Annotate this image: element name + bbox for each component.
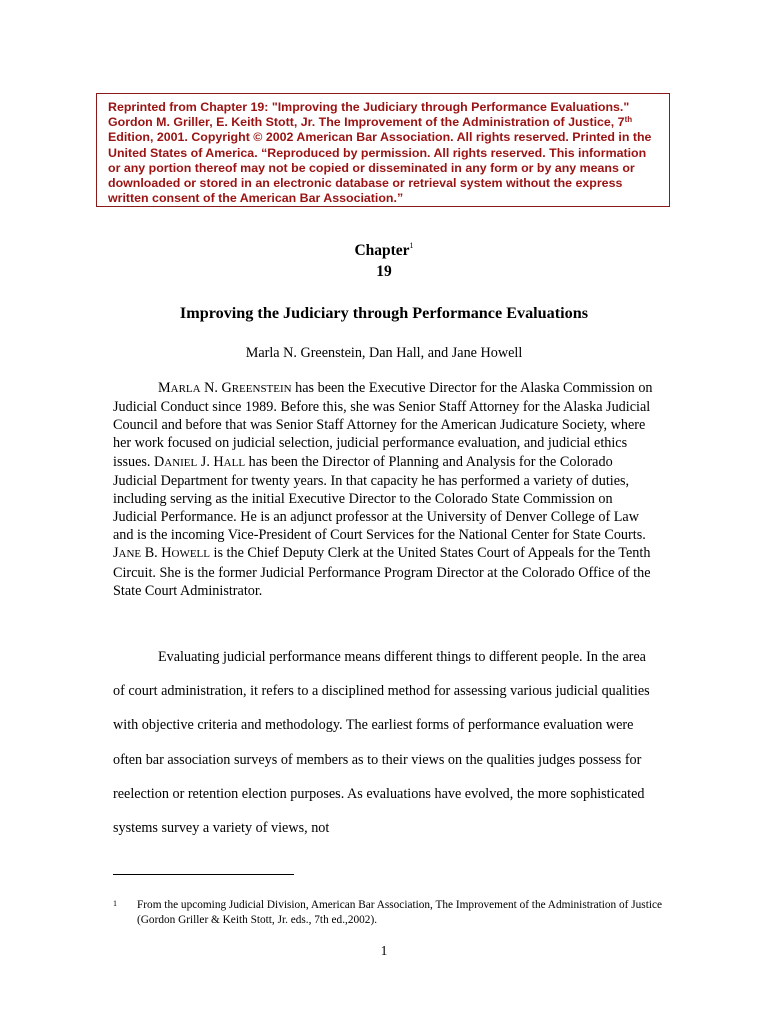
bio-paragraph — [113, 379, 657, 600]
author-name-initial: D — [154, 453, 165, 470]
chapter-footnote-ref[interactable]: 1 — [409, 241, 414, 250]
footnote-mark: 1 — [113, 899, 117, 908]
body-paragraph: Evaluating judicial performance means different things to different people. In the area of court administration, it refers to a disciplined method for assessing various judicial qualities with objective criteria and methodology. The earliest forms of performance evaluation were often bar association surveys of members as to their views on the qualities judges possess for reelection or retention election purposes. As evaluations have evolved, the more sophisticated systems survey a variety of views, not — [113, 649, 650, 837]
footnote — [113, 898, 673, 929]
author-name-initial: J. H — [197, 453, 224, 470]
notice-text-part1: Reprinted from Chapter 19: "Improving the Judiciary through Performance Evaluations." Gordon M. Griller, E. Keith Stott, Jr. The Improvement of the Administration of Justice, 7 — [108, 100, 630, 130]
author-name-smallcaps: REENSTEIN — [231, 383, 292, 395]
chapter-number: 19 — [376, 263, 392, 280]
author-bio — [113, 379, 657, 600]
chapter-label: Chapter — [354, 242, 410, 259]
author-name-initial: B. H — [141, 545, 172, 562]
author-name-smallcaps: ANIEL — [164, 456, 198, 469]
notice-text-part2: Edition, 2001. Copyright © 2002 American Bar Association. All rights reserved. Printed in the United States of America. “Reproduced by permission. All rights reserved. This information or any portion thereof may not be copied or disseminated in any form or by any means or downloaded or stored in an electronic database or retrieval system without the express written consent of the American Bar Association.” — [108, 130, 652, 206]
author-name-smallcaps: ALL — [223, 456, 246, 469]
bio-text: has been the Director of Planning and Analysis for the Colorado Judicial Department for twenty years. In that capacity he has performed a variety of duties, including serving as the initial Executive Director to the Colorado State Commission on Judicial Performance. He is an adjunct professor at the University of Denver College of Law and is the incoming Vice-President of Court Services for the National Center for State Courts. — [113, 453, 646, 544]
bio-text: has been the Executive Director for the Alaska Commission on Judicial Conduct since 1989. Before this, she was Senior Staff Attorney for the Alaska Judicial Council and before that was Senior Staff Attorney for the American Judicature Society, where her work focused on judicial selection, judicial performance evaluation, and judicial ethics issues. — [113, 380, 653, 470]
author-name-smallcaps: ARLA — [170, 383, 201, 395]
page-number: 1 — [380, 943, 388, 958]
chapter-title: Improving the Judiciary through Performance Evaluations — [179, 304, 589, 322]
author-name-initial: J — [113, 545, 119, 562]
author-line: Marla N. Greenstein, Dan Hall, and Jane Howell — [245, 345, 523, 361]
author-name-smallcaps: ANE — [118, 548, 142, 561]
footnote-text: From the upcoming Judicial Division, American Bar Association, The Improvement of the Administration of Justice (Gordon Griller & Keith Stott, Jr. eds., 7th ed.,2002). — [137, 899, 663, 927]
bio-text: is the Chief Deputy Clerk at the United States Court of Appeals for the Tenth Circuit. She is the former Judicial Performance Program Director at the Colorado Office of the State Court Administrator. — [113, 545, 651, 599]
author-name-initial: N. G — [200, 380, 232, 396]
footnote-divider — [113, 874, 294, 875]
author-name-initial: M — [158, 380, 171, 396]
body-text — [113, 640, 657, 845]
author-name-smallcaps: OWELL — [171, 548, 210, 561]
chapter-heading — [0, 240, 768, 282]
notice-superscript: th — [624, 115, 633, 125]
copyright-notice-box — [96, 93, 670, 207]
